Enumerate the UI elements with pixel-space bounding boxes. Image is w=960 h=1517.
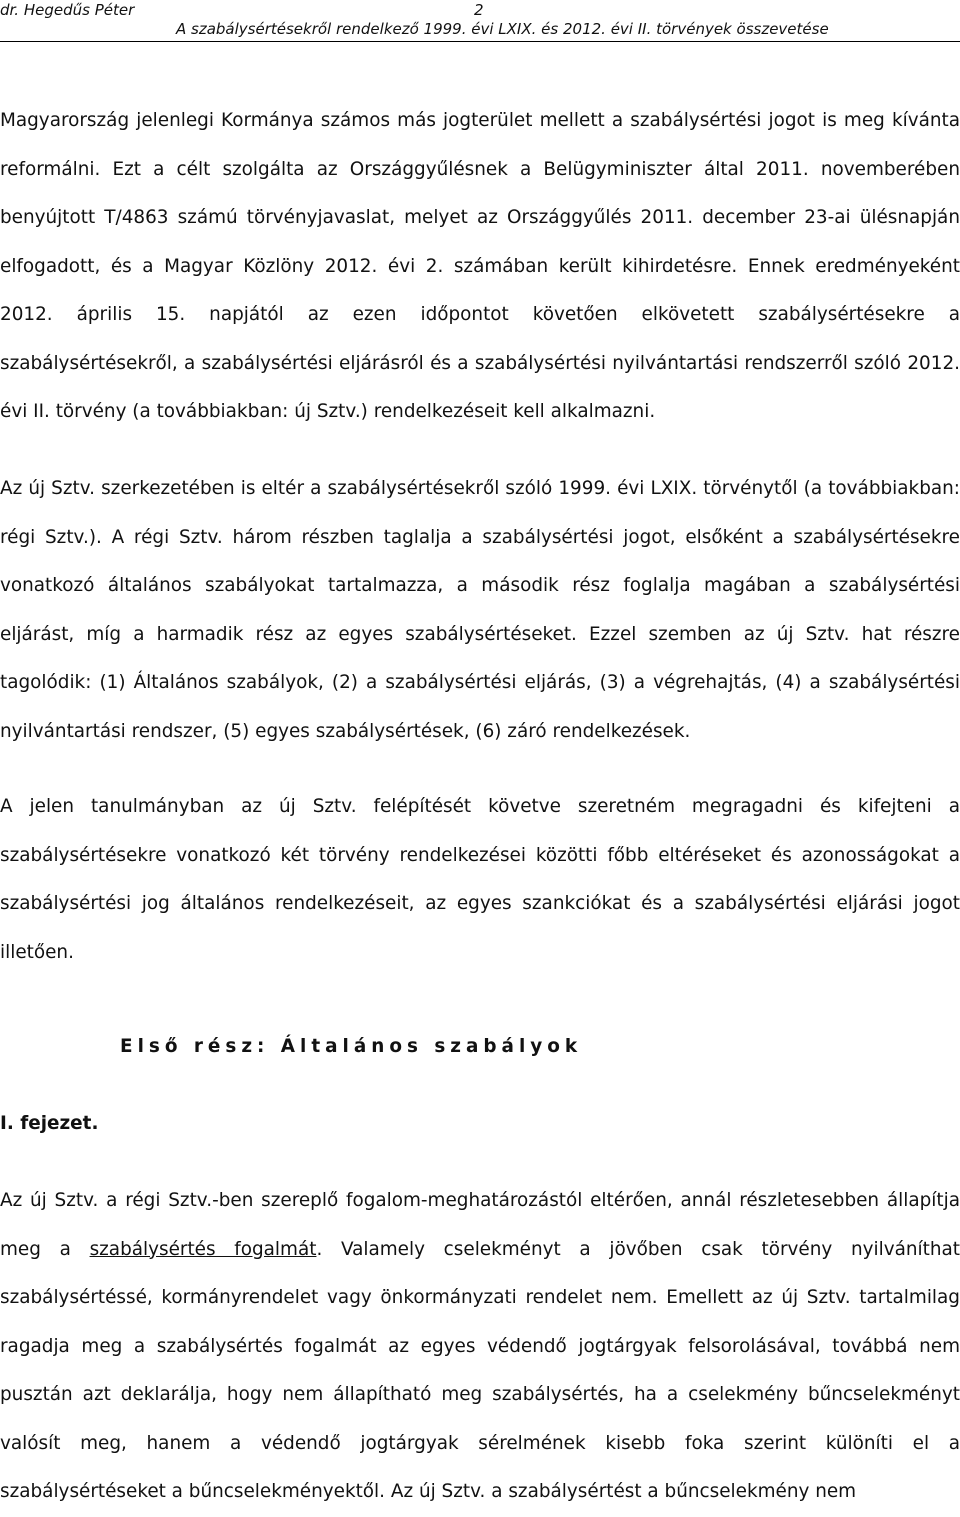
header-divider (0, 41, 960, 42)
paragraph-purpose: A jelen tanulmányban az új Sztv. felépítését követve szeretném megragadni és kifejteni a szabálysértésekre vonatkozó két törvény rendelkezései közötti főbb eltéréseket és azonosságokat a szabálysértési jog általános rendelkezéseit, az egyes szankciókat és a szabálysértési eljárási jogot illetően. (0, 796, 960, 963)
chapter-title: I. fejezet. (0, 1113, 99, 1134)
header-subtitle: A szabálysértésekről rendelkező 1999. évi LXIX. és 2012. évi II. törvények összevetése (176, 20, 829, 38)
paragraph-intro: Magyarország jelenlegi Kormánya számos más jogterület mellett a szabálysértési jogot is meg kívánta reformálni. Ezt a célt szolgálta az Országgyűlésnek a Belügyminiszter által 2011. novemberében benyújtott T/4863 számú törvényjavaslat, melyet az Országgyűlés 2011. december 23-ai ülésnapján elfogadott, és a Magyar Közlöny 2012. évi 2. számában került kihirdetésre. Ennek eredményeként 2012. április 15. napjától az ezen időpontot követően elkövetett szabálysértésekre a szabálysértésekről, a szabálysértési eljárásról és a szabálysértési nyilvántartási rendszerről szóló 2012. évi II. törvény (a továbbiakban: új Sztv.) rendelkezéseit kell alkalmazni. (0, 110, 960, 422)
page-header (0, 0, 960, 40)
underlined-term: szabálysértés fogalmát (89, 1238, 317, 1260)
page-number: 2 (474, 1, 484, 19)
paragraph-definition-text-1: Az új Sztv. a régi Sztv.-ben szereplő fogalom-meghatározástól eltérően, annál részletesebben állapítja meg a (0, 1190, 960, 1260)
section-heading: Első rész: Általános szabályok (120, 1036, 583, 1057)
paragraph-structure: Az új Sztv. szerkezetében is eltér a szabálysértésekről szóló 1999. évi LXIX. törvénytől (a továbbiakban: régi Sztv.). A régi Sztv. három részben taglalja a szabálysértési jogot, elsőként a szabálysértésekre vonatkozó általános szabályokat tartalmazza, a második rész foglalja magában a szabálysértési eljárást, míg a harmadik rész az egyes szabálysértéseket. Ezzel szemben az új Sztv. hat részre tagolódik: (1) Általános szabályok, (2) a szabálysértési eljárás, (3) a végrehajtás, (4) a szabálysértési nyilvántartási rendszer, (5) egyes szabálysértések, (6) záró rendelkezések. (0, 478, 960, 742)
header-author: dr. Hegedűs Péter (0, 1, 135, 19)
paragraph-definition-text-2: . Valamely cselekményt a jövőben csak törvény nyilváníthat szabálysértéssé, kormányrendelet vagy önkormányzati rendelet nem. Emellett az új Sztv. tartalmilag ragadja meg a szabálysértés fogalmát az egyes védendő jogtárgyak felsorolásával, továbbá nem pusztán azt deklarálja, hogy nem állapítható meg szabálysértés, ha a cselekmény bűncselekményt valósít meg, hanem a védendő jogtárgyak sérelmének kisebb foka szerint különíti el a szabálysértéseket a bűncselekményektől. Az új Sztv. a szabálysértést a bűncselekmény nem (0, 1238, 960, 1502)
paragraph-definition (0, 1177, 960, 1517)
